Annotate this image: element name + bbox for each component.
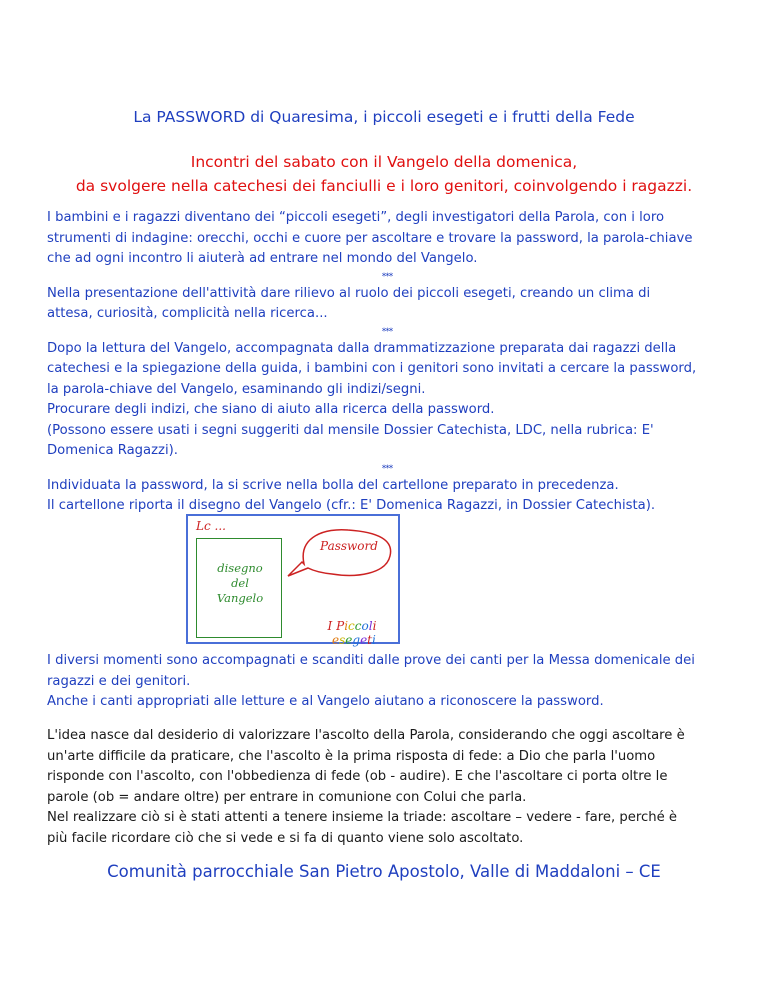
- text-line: catechesi e la spiegazione della guida, i bambini con i genitori sono invitati a cercare la password,: [47, 361, 697, 376]
- caption-letter: i: [372, 633, 376, 647]
- text-line: L'idea nasce dal desiderio di valorizzare l'ascolto della Parola, considerando che oggi ascoltare è: [47, 728, 685, 743]
- text-line: Domenica Ragazzi).: [47, 443, 178, 458]
- document-title: La PASSWORD di Quaresima, i piccoli esegeti e i frutti della Fede: [133, 108, 635, 126]
- caption-letter: t: [367, 633, 372, 647]
- document-subtitle: [0, 150, 768, 198]
- password-bubble-label: Password: [320, 539, 378, 553]
- paragraph-idea: [47, 726, 727, 849]
- drawing-label-line: disegno: [217, 561, 263, 575]
- caption-letter: i: [372, 619, 377, 633]
- caption-letter: s: [339, 633, 346, 647]
- piccoli-esegeti-caption: [306, 619, 398, 647]
- paragraph-songs: [47, 651, 727, 713]
- caption-letter: e: [360, 633, 368, 647]
- caption-letter: i: [344, 619, 349, 633]
- caption-letter: e: [345, 633, 353, 647]
- caption-letter: c: [348, 619, 355, 633]
- text-line: Procurare degli indizi, che siano di aiuto alla ricerca della password.: [47, 402, 495, 417]
- caption-letter: o: [361, 619, 369, 633]
- gospel-drawing-label: [197, 561, 283, 606]
- caption-letter: g: [352, 633, 361, 647]
- drawing-label-line: del: [231, 576, 249, 590]
- parish-footer: Comunità parrocchiale San Pietro Apostolo, Valle di Maddaloni – CE: [107, 862, 661, 881]
- text-line: I bambini e i ragazzi diventano dei “piccoli esegeti”, degli investigatori della Parola, con i loro: [47, 210, 665, 225]
- separator: ***: [381, 271, 393, 282]
- text-line: Il cartellone riporta il disegno del Vangelo (cfr.: E' Domenica Ragazzi, in Dossier Catechista).: [47, 498, 656, 513]
- text-line: la parola-chiave del Vangelo, esaminando gli indizi/segni.: [47, 381, 426, 397]
- gospel-drawing-box: [196, 538, 282, 638]
- caption-letter: I: [327, 619, 333, 633]
- caption-letter: c: [354, 619, 362, 633]
- drawing-label-line: Vangelo: [216, 591, 264, 605]
- text-line: attesa, curiosità, complicità nella ricerca...: [47, 306, 328, 321]
- gospel-reference-label: Lc ...: [196, 519, 226, 533]
- text-line: Nella presentazione dell'attività dare rilievo al ruolo dei piccoli esegeti, creando un clima di: [47, 285, 651, 301]
- text-line: Anche i canti appropriati alle letture e al Vangelo aiutano a riconoscere la password.: [47, 694, 604, 709]
- text-line: (Possono essere usati i segni suggeriti dal mensile Dossier Catechista, LDC, nella rubrica: E': [47, 422, 654, 438]
- text-line: ragazzi e dei genitori.: [47, 673, 191, 689]
- text-line: Individuata la password, la si scrive nella bolla del cartellone preparato in precedenza.: [47, 477, 619, 493]
- text-line: Dopo la lettura del Vangelo, accompagnata dalla drammatizzazione preparata dai ragazzi della: [47, 340, 677, 356]
- text-line: I diversi momenti sono accompagnati e scanditi dalle prove dei canti per la Messa domenicale dei: [47, 653, 695, 668]
- subtitle-line: da svolgere nella catechesi dei fanciulli e i loro genitori, coinvolgendo i ragazzi.: [75, 177, 693, 195]
- text-line: strumenti di indagine: orecchi, occhi e cuore per ascoltare e trovare la password, la parola-chiave: [47, 230, 693, 246]
- caption-letter: e: [331, 633, 340, 647]
- speech-bubble-icon: [286, 524, 398, 594]
- text-line: parole (ob = andare oltre) per entrare in comunione con Colui che parla.: [47, 789, 527, 805]
- poster-diagram: [186, 514, 400, 647]
- text-line: Nel realizzare ciò si è stati attenti a tenere insieme la triade: ascoltare – vedere - fare, perché è: [47, 810, 678, 825]
- subtitle-line: Incontri del sabato con il Vangelo della domenica,: [190, 153, 578, 171]
- separator: ***: [381, 463, 393, 474]
- text-line: un'arte difficile da praticare, che l'ascolto è la prima risposta di fede: a Dio che parla l'uomo: [47, 748, 656, 764]
- text-line: risponde con l'ascolto, con l'obbedienza di fede (ob - audire). E che l'ascoltare ci porta oltre le: [47, 769, 668, 784]
- caption-letter: l: [368, 619, 373, 633]
- text-line: che ad ogni incontro li aiuterà ad entrare nel mondo del Vangelo.: [47, 251, 478, 266]
- paragraph-intro: [47, 208, 727, 517]
- caption-letter: P: [336, 619, 345, 633]
- text-line: più facile ricordare ciò che si vede e si fa di quanto viene solo ascoltato.: [47, 830, 524, 846]
- separator: ***: [381, 326, 393, 337]
